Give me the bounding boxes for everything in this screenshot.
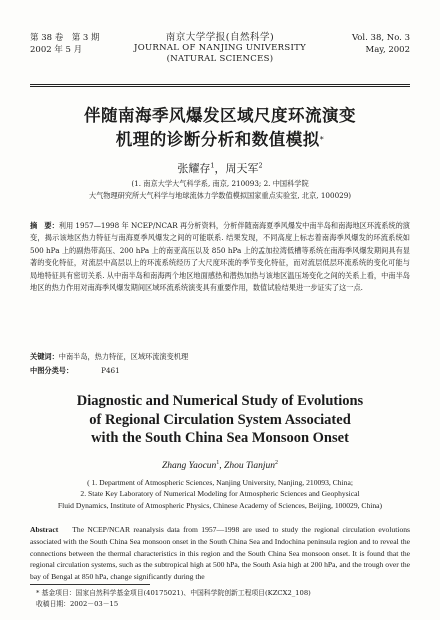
- journal-header: [30, 32, 410, 82]
- volume-en: Vol. 38, No. 3: [351, 33, 410, 43]
- classification-label: 中图分类号：: [30, 366, 74, 375]
- abstract-en: [30, 524, 410, 583]
- title-en-line2: of Regional Circulation System Associated: [89, 411, 351, 428]
- keywords-cn-label: 关键词：: [30, 352, 59, 361]
- journal-name-en-sub: (NATURAL SCIENCES): [166, 54, 274, 64]
- author-separator: ，: [214, 162, 226, 175]
- date-en: May, 2002: [365, 45, 410, 55]
- abstract-cn-label: 摘 要：: [30, 221, 59, 230]
- journal-name-en: JOURNAL OF NANJING UNIVERSITY: [133, 43, 306, 53]
- author-en-separator: ,: [219, 461, 225, 472]
- title-cn-line2: 机理的诊断分析和数值模拟: [115, 130, 320, 149]
- abstract-en-text: The NCEP/NCAR reanalysis data from 1957—1998 are used to study the regional circulation evolutions associated with the South China Sea monsoon onset in the South China Sea and Indochina peninsula region and to reveal the connections between the thermal characteristics in this region and the South China Sea monsoon onset. It is found that the regional circulation systems, such as the subtropical high at 500 hPa, the South Asia high at 200 hPa, and the trough over the bay of Bengal at 850 hPa, change significantly during the: [30, 525, 410, 582]
- footnote: [36, 588, 410, 609]
- author-cn-2: 周天军: [225, 162, 259, 175]
- authors-cn: [0, 160, 440, 176]
- author-cn-2-affil: 2: [258, 161, 263, 170]
- date-cn: 2002 年 5 月: [30, 45, 83, 55]
- volume-cn: 第 38 卷 第 3 期: [30, 33, 100, 43]
- header-rule: [30, 84, 410, 85]
- affiliations-cn: [0, 178, 440, 201]
- affiliation-cn-1: (1. 南京大学大气科学系, 南京, 210093; 2. 中国科学院: [131, 179, 309, 188]
- author-en-1-affil: 1: [216, 460, 220, 466]
- author-cn-1-affil: 1: [210, 161, 215, 170]
- author-cn-1: 张耀存: [177, 162, 211, 175]
- abstract-en-label: Abstract: [30, 525, 59, 534]
- author-en-2-affil: 2: [275, 460, 278, 466]
- title-en-line1: Diagnostic and Numerical Study of Evolutions: [76, 393, 364, 409]
- footnote-rule: [30, 584, 150, 585]
- classification-code: P461: [101, 366, 120, 375]
- affiliation-en-3: Fluid Dynamics, Institute of Atmospheric Physics, Chinese Academy of Sciences, Beijing, 100029, China): [57, 500, 383, 510]
- footnote-received-date: 收稿日期：2002－03－15: [36, 599, 119, 608]
- journal-name-cn: 南京大学学报(自然科学): [165, 32, 275, 43]
- title-cn: [40, 104, 400, 152]
- title-en: [20, 392, 420, 448]
- abstract-cn: [30, 220, 410, 294]
- affiliation-en-2: 2. State Key Laboratory of Numerical Modeling for Atmospheric Sciences and Geophysical: [80, 489, 360, 499]
- affiliation-en-1: ( 1. Department of Atmospheric Sciences, Nanjing University, Nanjing, 210093, China;: [87, 478, 353, 487]
- keywords-cn: [30, 351, 410, 363]
- title-en-line3: with the South China Sea Monsoon Onset: [91, 430, 349, 446]
- volume-issue-en: [352, 32, 410, 56]
- authors-en: [0, 460, 440, 471]
- footnote-funding: * 基金项目：国家自然科学基金项目(40175021)、中国科学院创新工程项目(KZCX2_108): [36, 589, 311, 597]
- header-rule-thin: [30, 86, 410, 87]
- keywords-cn-text: 中南半岛，热力特征，区域环流演变机理: [58, 352, 189, 361]
- affiliations-en: [30, 477, 410, 511]
- author-en-2: Zhou Tianjun: [224, 461, 275, 472]
- classification-cn: [30, 365, 410, 377]
- title-cn-line1: 伴随南海季风爆发区域尺度环流演变: [84, 106, 356, 125]
- abstract-cn-text: 利用 1957—1998 年 NCEP/NCAR 再分析资料，分析伴随南海夏季风爆发中南半岛和南海地区环流系统的演变，揭示该地区热力特征与南海夏季风爆发之间的可能联系. 结果发现，不同高度上标志着南海季风爆发的环流系统如 500 hPa 上的副热带高压、200 hPa 上的南亚高压以及 850 hPa 上的孟加拉湾低槽等系统在南海季风爆发期间具有显著的变化特征，对流层中高层以上的环流系统经历了大尺度环流的季节变化特征，而对流层低层环流系统的变化可能与局地特征具有密切关系. 从中南半岛和南海两个地区地面感热和潜热加热与该地区温压场变化之间的关系上看，中南半岛地区的热力作用对南海季风爆发期间区域环流系统演变具有重要作用，数值试验结果进一步证实了这一点.: [30, 221, 410, 293]
- title-footnote-mark: *: [319, 135, 325, 144]
- affiliation-cn-2: 大气物理研究所大气科学与地球流体力学数值模拟国家重点实验室, 北京, 100029): [88, 190, 352, 200]
- author-en-1: Zhang Yaocun: [162, 461, 217, 472]
